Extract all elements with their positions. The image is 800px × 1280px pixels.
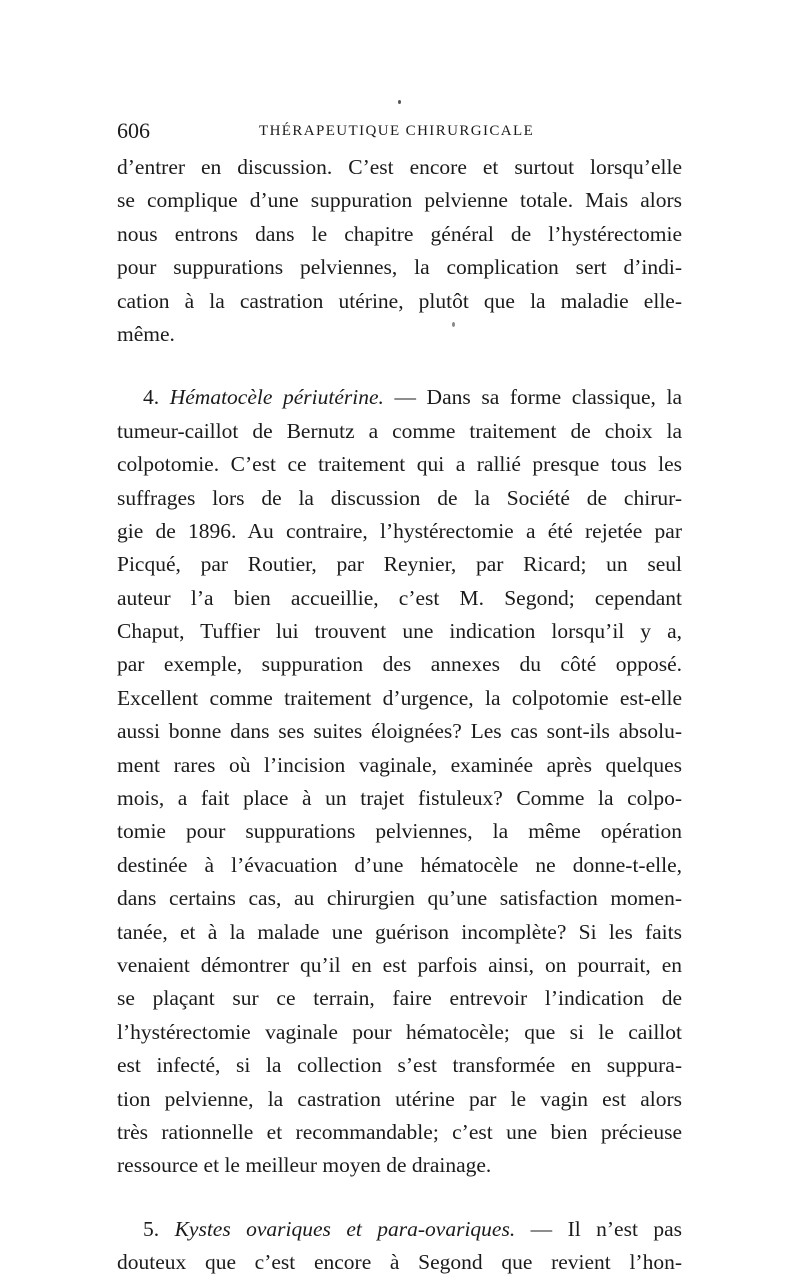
- text-line: ressource et le meilleur moyen de drainage.: [117, 1153, 492, 1178]
- running-title: THÉRAPEUTIQUE CHIRURGICALE: [259, 123, 535, 139]
- text-line: pour suppurations pelviennes, la complication sert d’indi-: [117, 255, 682, 280]
- text-line: dans certains cas, au chirurgien qu’une satisfaction momen-: [117, 886, 682, 911]
- ink-speck: [398, 100, 401, 104]
- section-lead-text: — Il n’est pas: [515, 1216, 683, 1241]
- text-line: mois, a fait place à un trajet fistuleux? Comme la colpo-: [117, 786, 682, 811]
- page-number: 606: [117, 118, 150, 143]
- text-line: auteur l’a bien accueillie, c’est M. Segond; cependant: [117, 585, 682, 610]
- text-line: tomie pour suppurations pelviennes, la même opération: [117, 819, 682, 844]
- section-number: 5.: [143, 1216, 160, 1241]
- section-heading-line: [117, 1213, 682, 1246]
- text-line: est infecté, si la collection s’est transformée en suppura-: [117, 1053, 682, 1078]
- text-line: suffrages lors de la discussion de la Société de chirur-: [117, 485, 682, 510]
- text-line: tanée, et à la malade une guérison incomplète? Si les faits: [117, 919, 682, 944]
- text-line: aussi bonne dans ses suites éloignées? Les cas sont-ils absolu-: [117, 719, 682, 744]
- section-lead-text: — Dans sa forme classique, la: [383, 385, 683, 410]
- text-line: d’entrer en discussion. C’est encore et surtout lorsqu’elle: [117, 155, 682, 179]
- text-line: gie de 1896. Au contraire, l’hystérectomie a été rejetée par: [117, 518, 682, 543]
- text-line: très rationnelle et recommandable; c’est une bien précieuse: [117, 1119, 682, 1144]
- body-text: [117, 151, 682, 1280]
- text-line: Chaput, Tuffier lui trouvent une indication lorsqu’il y a,: [117, 619, 682, 644]
- running-head: [117, 118, 682, 144]
- text-line: destinée à l’évacuation d’une hématocèle ne donne-t-elle,: [117, 852, 682, 877]
- text-line: douteux que c’est encore à Segond que revient l’hon-: [117, 1250, 682, 1275]
- paragraph-gap: [117, 351, 682, 381]
- text-line: même.: [117, 321, 175, 346]
- text-line: nous entrons dans le chapitre général de l’hystérectomie: [117, 221, 682, 246]
- section-heading: Hématocèle périutérine.: [169, 385, 384, 410]
- text-line: se complique d’une suppuration pelvienne totale. Mais alors: [117, 188, 682, 213]
- text-line: cation à la castration utérine, plutôt que la maladie elle-: [117, 288, 682, 313]
- text-line: par exemple, suppuration des annexes du côté opposé.: [117, 652, 682, 677]
- section-number: 4.: [143, 385, 160, 410]
- text-line: Picqué, par Routier, par Reynier, par Ricard; un seul: [117, 552, 682, 577]
- section-heading: Kystes ovariques et para-ovariques.: [174, 1216, 516, 1241]
- text-line: venaient démontrer qu’il en est parfois ainsi, on pourrait, en: [117, 952, 682, 977]
- text-line: tion pelvienne, la castration utérine par le vagin est alors: [117, 1086, 682, 1111]
- text-line: l’hystérectomie vaginale pour hématocèle; que si le caillot: [117, 1019, 682, 1044]
- text-line: ment rares où l’incision vaginale, examinée après quelques: [117, 752, 682, 777]
- paragraph-gap: [117, 1183, 682, 1213]
- text-line: tumeur-caillot de Bernutz a comme traitement de choix la: [117, 418, 682, 443]
- text-line: Excellent comme traitement d’urgence, la colpotomie est-elle: [117, 685, 682, 710]
- text-line: colpotomie. C’est ce traitement qui a rallié presque tous les: [117, 452, 682, 477]
- text-line: se plaçant sur ce terrain, faire entrevoir l’indication de: [117, 986, 682, 1011]
- section-heading-line: [117, 381, 682, 414]
